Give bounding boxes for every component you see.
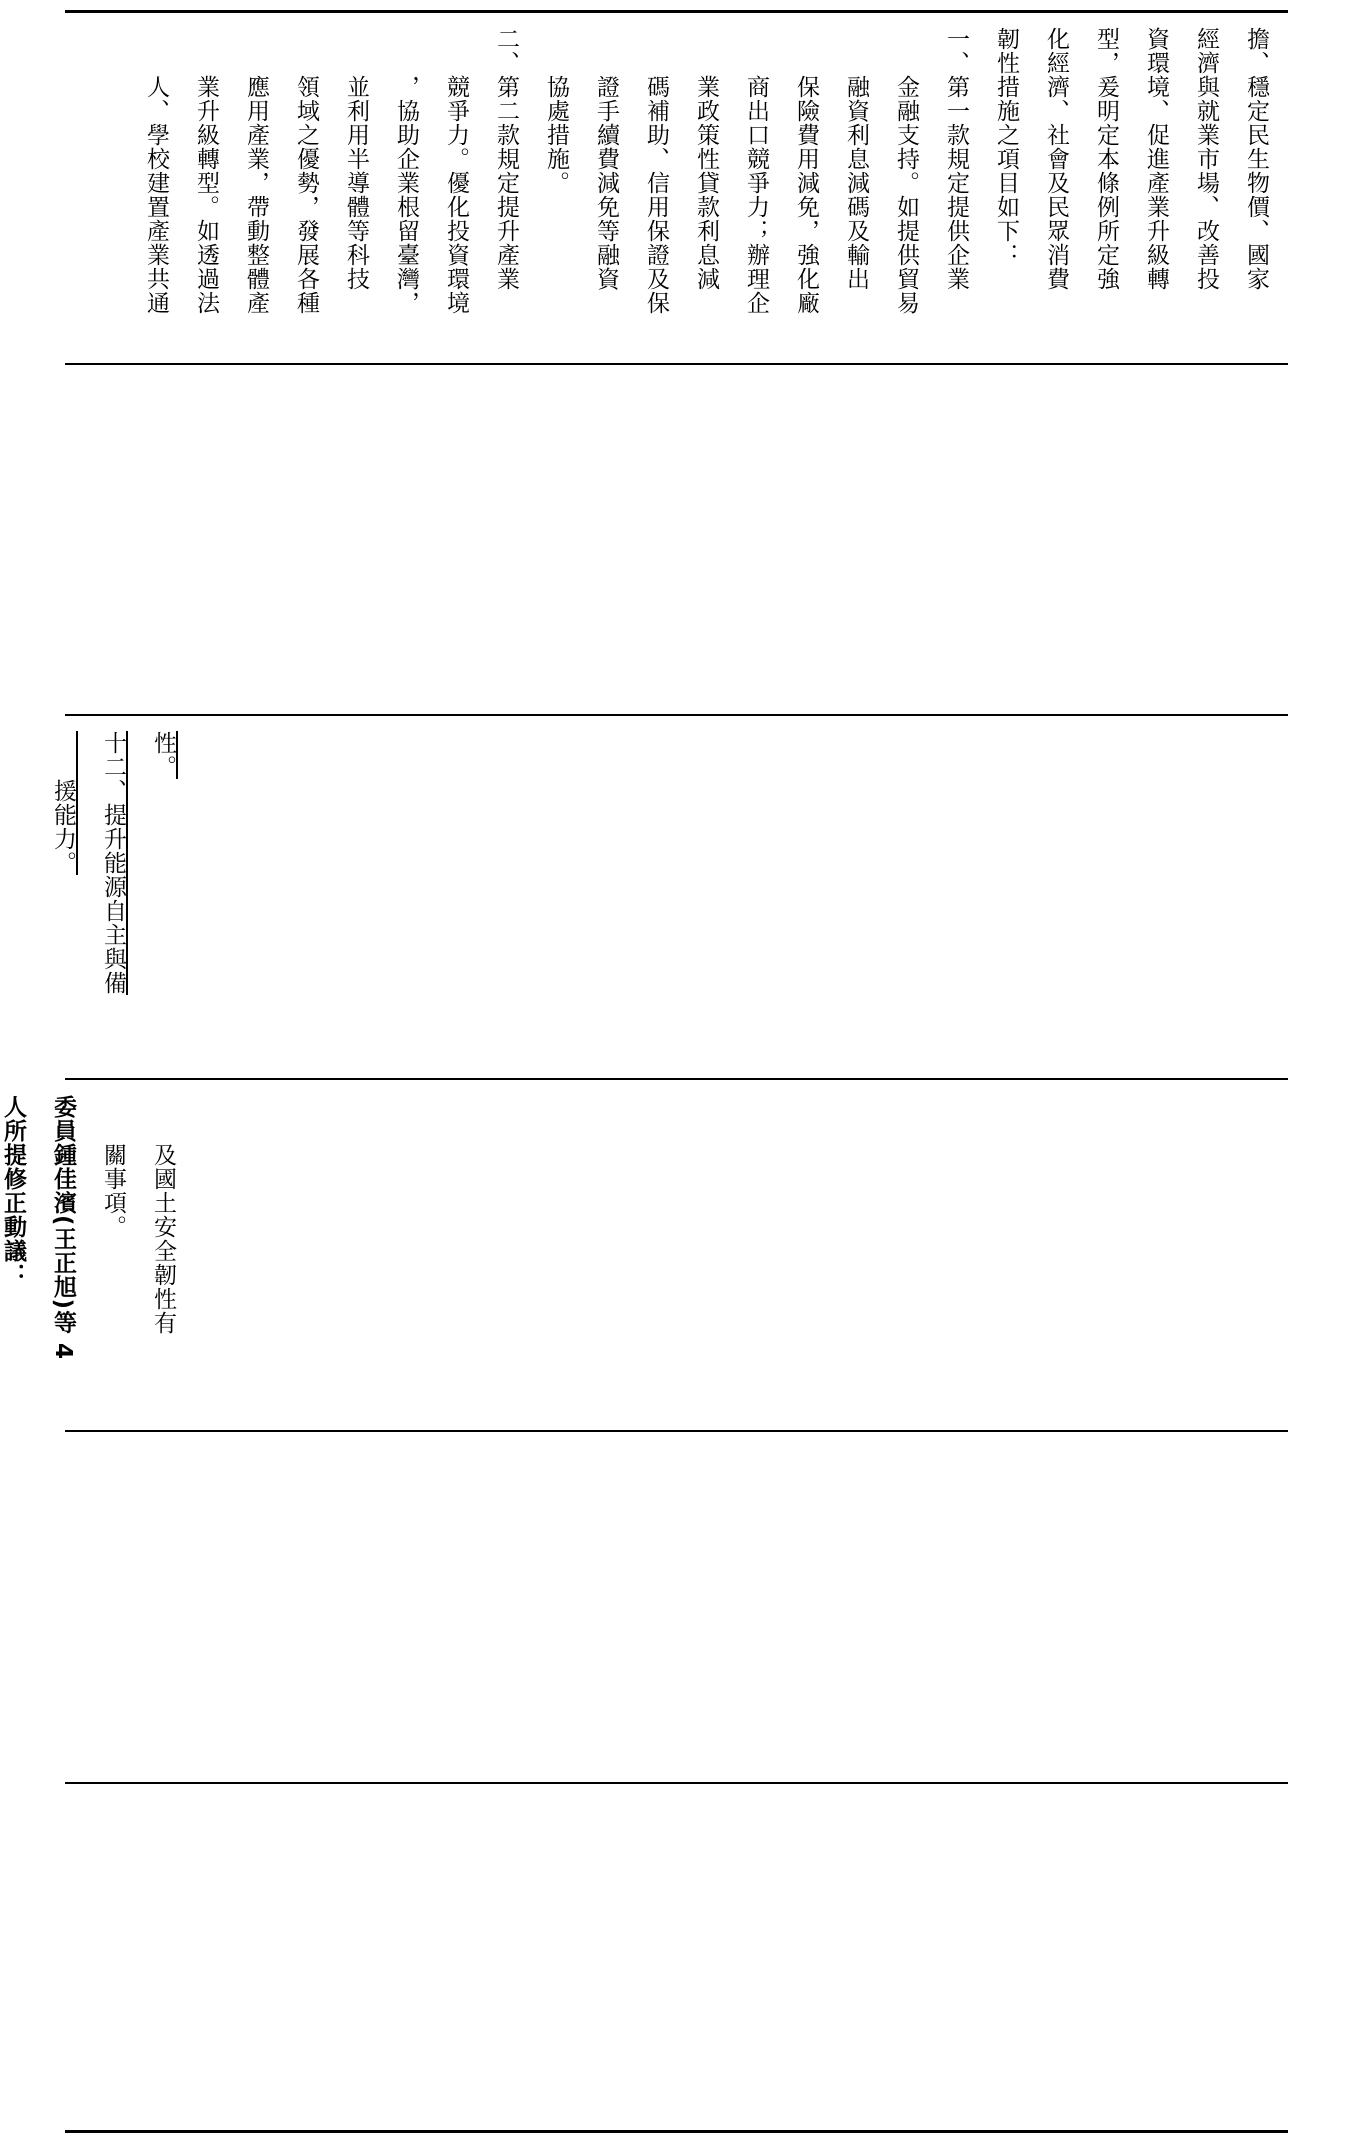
explanation-text (131, 27, 1281, 357)
article-item-line: 十二、提升能源自主與備 (100, 731, 126, 995)
article-items-text (38, 731, 188, 1071)
amendment-motion-cell (0, 1080, 1288, 1428)
explanation-line: 碼補助、信用保證及保 (643, 27, 669, 315)
row-divider (65, 363, 1288, 365)
article-item-line: 援能力。 (50, 731, 76, 875)
explanation-line: 型，爰明定本條例所定強 (1093, 27, 1119, 291)
motion-heading-line: 人所提修正動議： (0, 1095, 26, 1287)
explanation-line: 業政策性貸款利息減 (693, 27, 719, 291)
explanation-line: 保險費用減免，強化廠 (793, 27, 819, 315)
explanation-line: 經濟與就業市場、改善投 (1193, 27, 1219, 291)
motion-intro-line: 及國土安全韌性有 (150, 1095, 176, 1335)
explanation-line: 金融支持。如提供貿易 (893, 27, 919, 315)
explanation-line: 資環境、促進產業升級轉 (1143, 27, 1169, 291)
article-items-cell (50, 716, 1288, 1076)
explanation-line: 二、第二款規定提升產業 (493, 27, 519, 291)
explanation-line: 競爭力。優化投資環境 (443, 27, 469, 315)
motion-heading-line: 委員鍾佳濱(王正旭)等 4 (50, 1095, 76, 1361)
explanation-line: 一、第一款規定提供企業 (943, 27, 969, 291)
explanation-line: 領域之優勢，發展各種 (293, 27, 319, 315)
article-item-line: 性。 (150, 731, 176, 779)
explanation-line: 應用產業，帶動整體產 (243, 27, 269, 315)
explanation-line: 證手續費減免等融資 (593, 27, 619, 291)
row-divider (65, 1430, 1288, 1432)
explanation-line: 並利用半導體等科技 (343, 27, 369, 291)
explanation-line: 韌性措施之項目如下： (993, 27, 1019, 267)
explanation-line: 協處措施。 (543, 27, 569, 195)
table-bottom-rule (65, 2130, 1288, 2133)
explanation-line: 融資利息減碼及輸出 (843, 27, 869, 291)
row-divider (65, 1782, 1288, 1784)
explanation-cell (65, 12, 1288, 362)
explanation-line: 化經濟、社會及民眾消費 (1043, 27, 1069, 291)
amendment-motion-text (0, 1095, 188, 1425)
explanation-line: 人、學校建置產業共通 (143, 27, 169, 315)
explanation-line: 商出口競爭力；辦理企 (743, 27, 769, 315)
explanation-line: 業升級轉型。如透過法 (193, 27, 219, 315)
motion-intro-line: 關事項。 (100, 1095, 126, 1239)
explanation-line: ，協助企業根留臺灣， (393, 27, 419, 315)
explanation-line: 擔、穩定民生物價、國家 (1243, 27, 1269, 291)
